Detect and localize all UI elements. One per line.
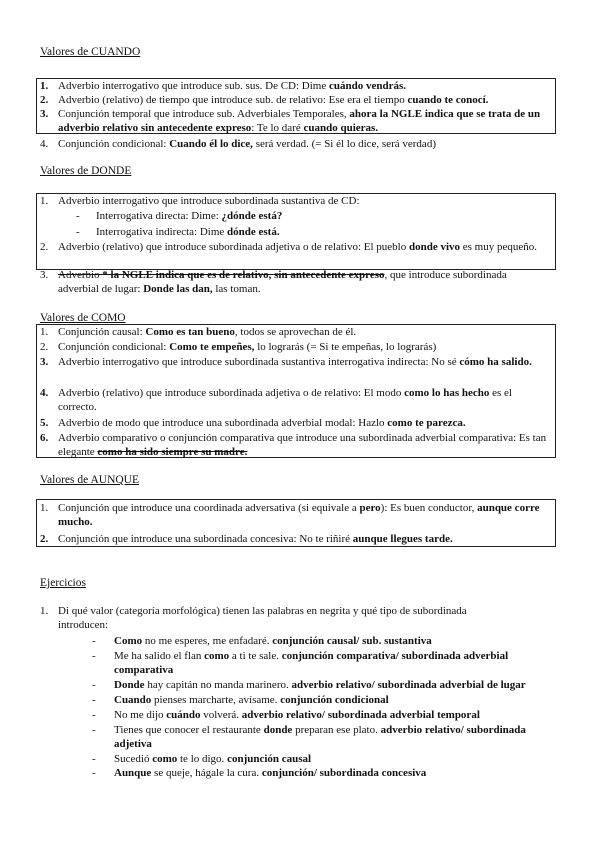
- item-number: 2.: [40, 341, 49, 353]
- item-number: 1.: [40, 326, 49, 338]
- item-number: 1.: [40, 195, 49, 207]
- example-bold: dónde está.: [227, 226, 280, 238]
- dash-bullet: -: [92, 753, 96, 765]
- example-bold: ¿dónde está?: [221, 210, 283, 222]
- item-number: 1.: [40, 80, 49, 92]
- item-number: 1.: [40, 502, 49, 514]
- item-number: 2.: [40, 533, 49, 545]
- example-bold: Cuando él lo dice,: [169, 138, 253, 150]
- section-title-ejercicios: Ejercicios: [40, 577, 86, 589]
- example-bold: como ha sido siempre su madre.: [97, 446, 248, 458]
- answer-bold: conjunción condicional: [280, 694, 389, 706]
- answer-bold: conjunción causal: [227, 753, 312, 765]
- item-number: 3.: [40, 108, 49, 120]
- item-number: 4.: [40, 138, 49, 150]
- keyword-bold: donde: [263, 724, 293, 736]
- example-bold: como lo has hecho: [404, 387, 490, 399]
- item-number: 1.: [40, 605, 49, 617]
- example-bold: aunque llegues tarde.: [352, 533, 453, 545]
- section-title-como: Valores de COMO: [40, 312, 126, 324]
- section-title-cuando: Valores de CUANDO: [40, 46, 141, 58]
- dash-bullet: -: [92, 709, 96, 721]
- dash-bullet: -: [92, 679, 96, 691]
- item-number: 2.: [40, 94, 49, 106]
- answer-bold: adverbio relativo/ subordinada adjetiva: [114, 724, 526, 750]
- struck-text: Adverbio: [58, 269, 103, 281]
- dash-bullet: -: [92, 724, 96, 736]
- answer-bold: adverbio relativo/ subordinada adverbial temporal: [241, 709, 480, 721]
- example-bold: Como es tan bueno: [145, 326, 235, 338]
- item-number: 3.: [40, 356, 49, 368]
- keyword-bold: cuándo: [166, 709, 201, 721]
- answer-bold: conjunción causal/ sub. sustantiva: [272, 635, 432, 647]
- example-bold: cuándo vendrás.: [328, 80, 407, 92]
- ngle-note: * la NGLE indica que es de relativo, sin antecedente expreso: [102, 269, 385, 281]
- dash-bullet: -: [92, 694, 96, 706]
- item-number: 6.: [40, 432, 49, 444]
- keyword-bold: Como: [114, 635, 143, 647]
- section-title-aunque: Valores de AUNQUE: [40, 474, 140, 486]
- dash-bullet: -: [92, 635, 96, 647]
- document-page: Valores de CUANDO 1. Adverbio interrogativo que introduce sub. sus. De CD: Dime cuándo vendrás. 2. Adverbio (relativo) de tiempo que introduce sub. de relativo: Ese era el tiempo cuando te conocí. 3. Conjunción temporal que introduce sub. Adverbiales Temporales, ahora la NGLE indica que se trata de un adverbio relativo sin antecedente expreso: Te lo daré cuando quieras. 4. Conjunción condicional: Cuando él lo dice, será verdad. (= Si él lo dice, será verdad) Valores de DONDE 1. Adverbio interrogativo que introduce subordinada sustantiva de CD: - Interrogativa directa: Dime: ¿dónde está? - Interrogativa indirecta: Dime dónde está. 2. Adverbio (relativo) que introduce subordinada adjetiva o de relativo: El pueblo donde vivo es muy pequeño. 3. Adverbio * la NGLE indica que es de relativo, sin antecedente expreso, que introduce subordinada adverbial de lugar: Donde las dan, las toman. Valores de COMO 1. Conjunción causal: Como es tan bueno, todos se aprovechan de él. 2. Conjunción condicional: Como te empeñes, lo lograrás (= Si te empeñas, lo lograrás) 3. Adverbio interrogativo que introduce subordinada sustantiva interrogativa indirecta: No sé cómo ha salido. 4. Adverbio (relativo) que introduce subordinada adjetiva o de relativo: El modo como lo has hecho es el correcto. 5. Adverbio de modo que introduce una subordinada adverbial modal: Hazlo como te parezca. 6. Adverbio comparativo o conjunción comparativa que introduce una subordinada adverbial comparativa: Es tan elegante como ha sido siempre su madre. Valores de AUNQUE 1. Conjunción que introduce una coordinada adversativa (si equivale a pero): Es buen conductor, aunque corre mucho. 2. Conjunción que introduce una subordinada concesiva: No te riñiré aunque llegues tarde. Ejercicios 1. Di qué valor (categoría morfológica) tienen las palabras en negrita y qué tipo de subordinada introducen: - Como no me esperes, me enfadaré. conjunción causal/ sub. sustantiva - Me ha salido el flan como a ti te sale. conjunción comparativa/ subordinada adverbial comparativa - Donde hay capitán no manda marinero. adverbio relativo/ subordinada adverbial de lugar - Cuando pienses marcharte, avísame. conjunción condicional - No me dijo cuándo volverá. adverbio relativo/ subordinada adverbial temporal - Tienes que conocer el restaurante donde preparan ese plato. adverbio relativo/ subordinada adjetiva - Sucedió como te lo digo. conjunción causal - Aunque se queje, hágale la cura. conjunción/ subordinada concesiva: [0, 0, 600, 848]
- example-bold: aunque corre mucho.: [58, 502, 540, 528]
- answer-bold: adverbio relativo/ subordinada adverbial de lugar: [291, 679, 526, 691]
- dash-bullet: -: [76, 210, 80, 222]
- keyword-bold: Aunque: [114, 767, 152, 779]
- example-bold: Como te empeñes,: [169, 341, 255, 353]
- example-bold: donde vivo: [408, 241, 461, 253]
- item-number: 2.: [40, 241, 49, 253]
- dash-bullet: -: [76, 226, 80, 238]
- answer-bold: conjunción/ subordinada concesiva: [261, 767, 427, 779]
- keyword-bold: como: [152, 753, 178, 765]
- example-bold: cuando te conocí.: [407, 94, 489, 106]
- example-bold: pero: [359, 502, 381, 514]
- dash-bullet: -: [92, 767, 96, 779]
- example-bold: como te parezca.: [387, 417, 466, 429]
- item-number: 5.: [40, 417, 49, 429]
- keyword-bold: como: [204, 650, 230, 662]
- item-number: 4.: [40, 387, 49, 399]
- section-title-donde: Valores de DONDE: [40, 165, 132, 177]
- ngle-note: ahora la NGLE indica que se trata de un adverbio relativo sin antecedente expreso: [58, 108, 541, 134]
- answer-bold: conjunción comparativa/ subordinada adverbial comparativa: [114, 650, 509, 676]
- item-number: 3.: [40, 269, 49, 281]
- dash-bullet: -: [92, 650, 96, 662]
- example-bold: Donde las dan,: [143, 283, 213, 295]
- example-bold: cuando quieras.: [303, 122, 379, 134]
- keyword-bold: Cuando: [114, 694, 152, 706]
- example-bold: cómo ha salido.: [459, 356, 532, 368]
- keyword-bold: Donde: [114, 679, 145, 691]
